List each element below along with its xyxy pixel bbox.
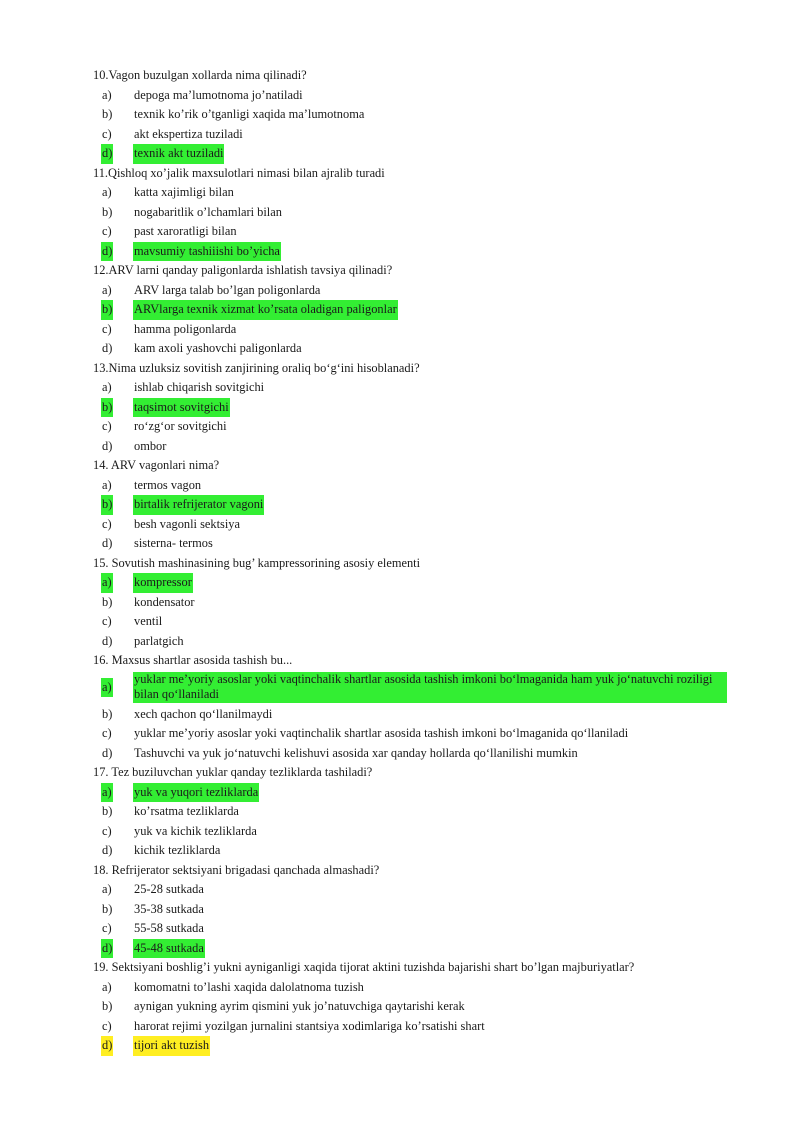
- option-letter: d): [102, 843, 113, 857]
- answer-option: [93, 105, 743, 125]
- question-text: 17. Tez buziluvchan yuklar qanday tezliklarda tashiladi?: [93, 765, 373, 779]
- option-text: yuklar me’yoriy asoslar yoki vaqtinchalik shartlar asosida tashish imkoni bo‘lmaganida qo‘llaniladi: [134, 726, 629, 740]
- answer-option: [93, 437, 743, 457]
- option-text: kam axoli yashovchi paligonlarda: [134, 341, 302, 355]
- answer-option: [93, 144, 743, 164]
- option-letter: b): [102, 594, 113, 609]
- option-text: ombor: [134, 438, 167, 453]
- quiz-document: [93, 66, 743, 1056]
- answer-option: [93, 1017, 743, 1037]
- answer-option: [93, 822, 743, 842]
- option-letter: d): [101, 1036, 113, 1056]
- answer-option: [93, 919, 743, 939]
- option-letter: c): [102, 321, 112, 336]
- option-letter: c): [102, 726, 112, 740]
- option-letter: b): [102, 901, 113, 916]
- option-letter: b): [102, 204, 113, 219]
- answer-option: [93, 724, 743, 744]
- question-text: 12.ARV larni qanday paligonlarda ishlatish tavsiya qilinadi?: [93, 263, 393, 277]
- answer-option: [93, 339, 743, 359]
- answer-option: [93, 86, 743, 106]
- answer-option: [93, 593, 743, 613]
- option-letter: b): [102, 107, 113, 121]
- option-text: 45-48 sutkada: [133, 939, 205, 959]
- option-text: texnik akt tuziladi: [133, 144, 224, 164]
- option-text: katta xajimligi bilan: [134, 185, 234, 199]
- answer-option: [93, 320, 743, 340]
- option-letter: b): [101, 495, 113, 515]
- option-text: ARVlarga texnik xizmat ko’rsata oladigan paligonlar: [133, 300, 398, 320]
- answer-option: [93, 632, 743, 652]
- option-text: komomatni to’lashi xaqida dalolatnoma tuzish: [134, 979, 364, 994]
- option-letter: a): [102, 282, 112, 297]
- answer-option: [93, 476, 743, 496]
- option-letter: b): [101, 398, 113, 418]
- option-letter: a): [102, 380, 112, 394]
- option-text: ro‘zg‘or sovitgichi: [134, 419, 227, 433]
- answer-option: [93, 183, 743, 203]
- answer-option: [93, 612, 743, 632]
- option-letter: d): [102, 536, 113, 550]
- option-letter: b): [102, 706, 113, 721]
- answer-option: [93, 203, 743, 223]
- question-text: 13.Nima uzluksiz sovitish zanjirining oraliq bo‘g‘ini hisoblanadi?: [93, 360, 420, 375]
- option-text: 25-28 sutkada: [134, 882, 204, 896]
- option-letter: d): [101, 144, 113, 164]
- option-text: harorat rejimi yozilgan jurnalini stantsiya xodimlariga ko’rsatishi shart: [134, 1018, 485, 1033]
- option-letter: a): [101, 783, 113, 803]
- answer-option: [93, 744, 743, 764]
- option-text: akt ekspertiza tuziladi: [134, 126, 243, 141]
- option-letter: c): [102, 1018, 112, 1033]
- answer-option: [93, 534, 743, 554]
- option-letter: b): [102, 999, 113, 1013]
- answer-option: [93, 281, 743, 301]
- question-text: 11.Qishloq xo’jalik maxsulotlari nimasi bilan ajralib turadi: [93, 165, 385, 180]
- answer-option: [93, 802, 743, 822]
- option-text: yuk va kichik tezliklarda: [134, 823, 257, 838]
- answer-option: [93, 783, 743, 803]
- option-text: depoga ma’lumotnoma jo’natiladi: [134, 87, 303, 102]
- option-text: texnik ko’rik o’tganligi xaqida ma’lumotnoma: [134, 107, 365, 121]
- option-text: xech qachon qo‘llanilmaydi: [134, 706, 273, 721]
- option-letter: c): [102, 419, 112, 433]
- answer-option: [93, 705, 743, 725]
- option-letter: a): [102, 185, 112, 199]
- answer-option: [93, 417, 743, 437]
- answer-option: [93, 378, 743, 398]
- option-text: sisterna- termos: [134, 536, 213, 550]
- answer-option: [93, 222, 743, 242]
- answer-option: [93, 573, 743, 593]
- question-text: 16. Maxsus shartlar asosida tashish bu...: [93, 653, 293, 667]
- option-text: hamma poligonlarda: [134, 321, 237, 336]
- option-text: mavsumiy tashiiishi bo’yicha: [133, 242, 281, 262]
- option-text: ko’rsatma tezliklarda: [134, 804, 239, 818]
- question-text: 19. Sektsiyani boshlig’i yukni ayniganligi xaqida tijorat aktini tuzishda bajarishi shart bo’lgan majburiyatlar?: [93, 960, 635, 974]
- option-letter: a): [101, 573, 113, 593]
- option-text: 55-58 sutkada: [134, 921, 204, 935]
- option-text: ventil: [134, 614, 163, 628]
- option-letter: c): [102, 823, 112, 838]
- option-letter: c): [102, 921, 112, 935]
- option-letter: c): [102, 126, 112, 141]
- answer-option: [93, 398, 743, 418]
- option-letter: d): [102, 438, 113, 453]
- answer-option: [93, 939, 743, 959]
- answer-option: [93, 997, 743, 1017]
- answer-option: [93, 900, 743, 920]
- option-letter: a): [102, 882, 112, 896]
- option-text: yuk va yuqori tezliklarda: [133, 783, 259, 803]
- option-text: past xaroratligi bilan: [134, 224, 237, 238]
- option-text: tijori akt tuzish: [133, 1036, 210, 1056]
- option-text: kichik tezliklarda: [134, 843, 221, 857]
- option-text: ARV larga talab bo’lgan poligonlarda: [134, 282, 321, 297]
- answer-option: [93, 300, 743, 320]
- option-letter: a): [102, 87, 112, 102]
- option-text: Tashuvchi va yuk jo‘natuvchi kelishuvi asosida xar qanday hollarda qo‘llanilishi mumkin: [134, 745, 578, 760]
- option-letter: a): [102, 979, 112, 994]
- option-text: besh vagonli sektsiya: [134, 516, 240, 531]
- answer-option: [93, 880, 743, 900]
- question-text: 18. Refrijerator sektsiyani brigadasi qanchada almashadi?: [93, 862, 380, 877]
- answer-option: [93, 242, 743, 262]
- option-letter: c): [102, 516, 112, 531]
- answer-option: [93, 1036, 743, 1056]
- option-letter: b): [101, 300, 113, 320]
- option-letter: d): [102, 745, 113, 760]
- option-letter: c): [102, 614, 112, 628]
- question-text: 10.Vagon buzulgan xollarda nima qilinadi?: [93, 68, 307, 82]
- option-text: termos vagon: [134, 477, 202, 492]
- option-text: kompressor: [133, 573, 193, 593]
- answer-option: [93, 671, 743, 705]
- answer-option: [93, 495, 743, 515]
- option-text: yuklar me’yoriy asoslar yoki vaqtinchalik shartlar asosida tashish imkoni bo‘lmaganida ham yuk jo‘natuvchi roziligi bilan qo‘llaniladi: [133, 672, 727, 703]
- option-text: nogabaritlik o’lchamlari bilan: [134, 204, 282, 219]
- option-text: ishlab chiqarish sovitgichi: [134, 380, 265, 394]
- option-letter: b): [102, 804, 113, 818]
- option-text: parlatgich: [134, 633, 184, 648]
- answer-option: [93, 515, 743, 535]
- option-letter: d): [101, 242, 113, 262]
- answer-option: [93, 978, 743, 998]
- option-text: taqsimot sovitgichi: [133, 398, 230, 418]
- option-text: aynigan yukning ayrim qismini yuk jo’natuvchiga qaytarishi kerak: [134, 999, 465, 1013]
- option-letter: c): [102, 224, 112, 238]
- option-text: 35-38 sutkada: [134, 901, 204, 916]
- option-text: kondensator: [134, 594, 195, 609]
- option-letter: d): [102, 633, 113, 648]
- option-text: birtalik refrijerator vagoni: [133, 495, 264, 515]
- option-letter: d): [101, 939, 113, 959]
- answer-option: [93, 841, 743, 861]
- option-letter: a): [101, 678, 113, 698]
- option-letter: d): [102, 341, 113, 355]
- question-text: 15. Sovutish mashinasining bug’ kampressorining asosiy elementi: [93, 555, 421, 570]
- answer-option: [93, 125, 743, 145]
- question-text: 14. ARV vagonlari nima?: [93, 458, 220, 472]
- option-letter: a): [102, 477, 112, 492]
